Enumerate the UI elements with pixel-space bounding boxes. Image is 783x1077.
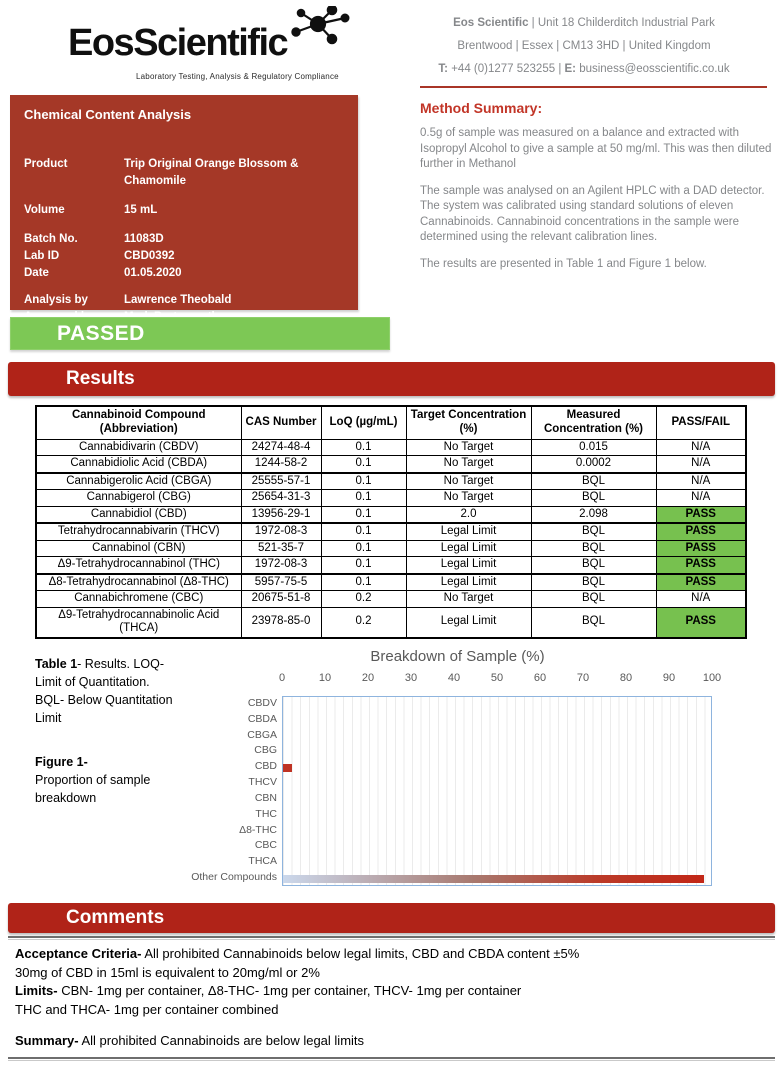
x-tick-label: 80	[619, 672, 633, 684]
figure-captions	[35, 655, 180, 807]
table-row	[36, 456, 746, 473]
table-cell: Cannabigerolic Acid (CBGA)	[36, 473, 241, 490]
pass-fail-cell: N/A	[656, 591, 746, 608]
results-table-header	[36, 406, 746, 439]
table-cell: 23978-85-0	[241, 607, 321, 638]
table-cell: 0.1	[321, 456, 406, 473]
comment-text: 30mg of CBD in 15ml is equivalent to 20mg/ml or 2%	[15, 964, 320, 980]
table-cell: 25555-57-1	[241, 473, 321, 490]
contact-line-phone-email: T: +44 (0)1277 523255 | E: business@eosscientific.co.uk	[438, 63, 730, 75]
method-paragraph: The sample was analysed on an Agilent HPLC with a DAD detector. The system was calibrated using standard solutions of eleven Cannabinoids. Cannabinoid concentrations in the sample were determined using the relevant calibration lines.	[420, 184, 765, 243]
column-header: Target Concentration (%)	[406, 406, 531, 439]
table-row	[36, 557, 746, 574]
x-tick-label: 30	[404, 672, 418, 684]
table-cell: BQL	[531, 540, 656, 557]
table-cell: 0.1	[321, 490, 406, 507]
table-cell: Legal Limit	[406, 523, 531, 540]
contact-info	[398, 12, 770, 81]
category-label: Δ8-THC	[239, 823, 277, 836]
category-label: CBG	[254, 744, 277, 757]
field-value: Trip Original Orange Blossom & Chamomile	[124, 158, 299, 187]
table-cell: 0.1	[321, 557, 406, 574]
table-cell: Legal Limit	[406, 574, 531, 591]
x-tick-label: 60	[533, 672, 547, 684]
logo-tagline: Laboratory Testing, Analysis & Regulatory Compliance	[136, 72, 339, 81]
category-label: CBN	[254, 791, 277, 804]
table-cell: 0.1	[321, 574, 406, 591]
method-summary-body	[420, 126, 772, 272]
table-cell: 1972-08-3	[241, 557, 321, 574]
table-cell: No Target	[406, 591, 531, 608]
comment-line	[15, 1001, 770, 1020]
results-section-header: Results	[8, 362, 775, 396]
table-cell: Cannabigerol (CBG)	[36, 490, 241, 507]
sample-info-row	[24, 202, 344, 219]
table-row	[36, 607, 746, 638]
chart-plot-area	[282, 696, 712, 886]
table-cell: 2.0	[406, 506, 531, 523]
comment-bold-label: Acceptance Criteria-	[15, 946, 142, 961]
table-cell: 1972-08-3	[241, 523, 321, 540]
category-label: THC	[255, 807, 277, 820]
x-tick-label: 90	[662, 672, 676, 684]
x-tick-label: 40	[447, 672, 461, 684]
pass-fail-cell: PASS	[656, 557, 746, 574]
comments-section-header: Comments	[8, 903, 775, 933]
column-header: Measured Concentration (%)	[531, 406, 656, 439]
bar-other-compounds	[283, 875, 704, 883]
table-cell: No Target	[406, 473, 531, 490]
table-row	[36, 523, 746, 540]
table-cell: Δ9-Tetrahydrocannabinolic Acid (THCA)	[36, 607, 241, 638]
pass-fail-cell: N/A	[656, 490, 746, 507]
table-row	[36, 490, 746, 507]
category-label: THCA	[248, 855, 277, 868]
table-cell: 0.2	[321, 591, 406, 608]
sample-info-row	[24, 292, 344, 309]
field-label: Analysis by	[24, 294, 88, 306]
column-header: PASS/FAIL	[656, 406, 746, 439]
category-label: CBD	[254, 760, 277, 773]
table-cell: 2.098	[531, 506, 656, 523]
field-value: Lawrence Theobald	[124, 294, 232, 306]
sample-info-row	[24, 248, 344, 265]
x-tick-label: 70	[576, 672, 590, 684]
comment-line	[15, 964, 770, 983]
table-cell: 25654-31-3	[241, 490, 321, 507]
figure-caption: Figure 1- Proportion of sample breakdown	[35, 755, 151, 805]
table-cell: 0.1	[321, 506, 406, 523]
table-cell: BQL	[531, 473, 656, 490]
x-tick-label: 100	[702, 672, 722, 684]
contact-line-address2: Brentwood | Essex | CM13 3HD | United Kingdom	[457, 40, 711, 52]
pass-fail-cell: PASS	[656, 607, 746, 638]
pass-fail-cell: PASS	[656, 506, 746, 523]
table-cell: BQL	[531, 523, 656, 540]
summary-line: Summary- All prohibited Cannabinoids are below legal limits	[15, 1033, 365, 1048]
bar-cbd	[283, 764, 292, 772]
table-cell: Cannabinol (CBN)	[36, 540, 241, 557]
category-label: CBDV	[247, 697, 277, 709]
x-tick-label: 20	[361, 672, 375, 684]
table-row	[36, 506, 746, 523]
chart-y-axis-labels	[185, 696, 277, 886]
page-bottom-divider	[8, 1057, 775, 1061]
molecule-icon	[288, 6, 354, 46]
sample-info-panel	[10, 95, 358, 310]
table-cell: Legal Limit	[406, 607, 531, 638]
header-divider	[420, 86, 767, 88]
table-cell: BQL	[531, 557, 656, 574]
logo-wordmark: EosScientific	[68, 22, 288, 64]
table-cell: Tetrahydrocannabivarin (THCV)	[36, 523, 241, 540]
table-cell: 24274-48-4	[241, 439, 321, 456]
table-cell: BQL	[531, 574, 656, 591]
table-cell: Δ8-Tetrahydrocannabinol (Δ8-THC)	[36, 574, 241, 591]
sample-info-title: Chemical Content Analysis	[24, 107, 192, 122]
comment-text: THC and THCA- 1mg per container combined	[15, 1001, 279, 1017]
x-tick-label: 50	[490, 672, 504, 684]
pass-fail-cell: N/A	[656, 439, 746, 456]
table-cell: Legal Limit	[406, 540, 531, 557]
pass-fail-cell: PASS	[656, 523, 746, 540]
table-cell: BQL	[531, 490, 656, 507]
category-label: CBDA	[247, 712, 277, 725]
table-cell: Cannabidiolic Acid (CBDA)	[36, 456, 241, 473]
comment-text: All prohibited Cannabinoids below legal limits, CBD and CBDA content ±5%	[141, 946, 580, 961]
table-caption: Table 1- Results. LOQ- Limit of Quantitation. BQL- Below Quantitation Limit	[35, 657, 173, 725]
comment-line	[15, 982, 770, 1001]
chart-title: Breakdown of Sample (%)	[370, 648, 545, 665]
field-label: Lab ID	[24, 250, 60, 262]
status-badge-passed: PASSED	[10, 317, 390, 350]
table-cell: 0.2	[321, 607, 406, 638]
field-label: Date	[24, 267, 49, 279]
comments-body	[15, 945, 770, 1019]
chart-x-axis	[278, 672, 722, 686]
method-paragraph: The results are presented in Table 1 and Figure 1 below.	[420, 257, 707, 270]
field-value: 11083D	[124, 233, 164, 245]
field-value: 01.05.2020	[124, 267, 182, 279]
contact-line-address1: Eos Scientific | Unit 18 Childerditch Industrial Park	[453, 17, 715, 29]
field-label: Batch No.	[24, 233, 78, 245]
category-label: THCV	[248, 776, 277, 789]
category-label: CBC	[254, 839, 277, 852]
pass-fail-cell: N/A	[656, 473, 746, 490]
sample-info-row	[24, 231, 344, 248]
category-label: CBGA	[247, 728, 277, 741]
method-paragraph: 0.5g of sample was measured on a balance and extracted with Isopropyl Alcohol to give a sample at 50 mg/ml. This was then diluted further in Methanol	[420, 127, 772, 170]
table-row	[36, 540, 746, 557]
table-cell: BQL	[531, 591, 656, 608]
comments-divider	[8, 936, 775, 940]
field-label: Volume	[24, 204, 65, 216]
table-cell: Cannabidivarin (CBDV)	[36, 439, 241, 456]
x-tick-label: 10	[318, 672, 332, 684]
logo	[58, 6, 368, 90]
table-cell: 0.1	[321, 523, 406, 540]
table-row	[36, 473, 746, 490]
method-summary	[420, 100, 772, 283]
table-row	[36, 591, 746, 608]
comment-text: CBN- 1mg per container, Δ8-THC- 1mg per container, THCV- 1mg per container	[57, 983, 522, 998]
field-label: Product	[24, 158, 68, 170]
table-cell: 0.015	[531, 439, 656, 456]
table-cell: BQL	[531, 607, 656, 638]
table-row	[36, 439, 746, 456]
table-cell: 0.1	[321, 439, 406, 456]
pass-fail-cell: PASS	[656, 540, 746, 557]
category-label: Other Compounds	[191, 871, 277, 884]
table-cell: 0.0002	[531, 456, 656, 473]
table-cell: Δ9-Tetrahydrocannabinol (THC)	[36, 557, 241, 574]
method-summary-title: Method Summary:	[420, 100, 543, 116]
table-cell: 5957-75-5	[241, 574, 321, 591]
field-value: CBD0392	[124, 250, 175, 262]
pass-fail-cell: N/A	[656, 456, 746, 473]
sample-info-fields	[24, 156, 344, 326]
table-cell: Cannabichromene (CBC)	[36, 591, 241, 608]
table-cell: 521-35-7	[241, 540, 321, 557]
column-header: Cannabinoid Compound (Abbreviation)	[36, 406, 241, 439]
sample-info-row	[24, 156, 344, 190]
table-cell: 1244-58-2	[241, 456, 321, 473]
column-header: CAS Number	[241, 406, 321, 439]
table-cell: Cannabidiol (CBD)	[36, 506, 241, 523]
table-cell: No Target	[406, 490, 531, 507]
comment-bold-label: Limits-	[15, 983, 58, 998]
x-tick-label: 0	[278, 672, 286, 684]
column-header: LoQ (µg/mL)	[321, 406, 406, 439]
sample-info-row	[24, 265, 344, 282]
table-row	[36, 574, 746, 591]
breakdown-chart	[185, 648, 760, 900]
results-table	[35, 405, 747, 639]
table-cell: Legal Limit	[406, 557, 531, 574]
table-cell: 0.1	[321, 473, 406, 490]
table-cell: No Target	[406, 456, 531, 473]
table-cell: 20675-51-8	[241, 591, 321, 608]
comment-line	[15, 945, 770, 964]
pass-fail-cell: PASS	[656, 574, 746, 591]
table-cell: 0.1	[321, 540, 406, 557]
field-value: 15 mL	[124, 204, 158, 216]
table-cell: 13956-29-1	[241, 506, 321, 523]
table-cell: No Target	[406, 439, 531, 456]
